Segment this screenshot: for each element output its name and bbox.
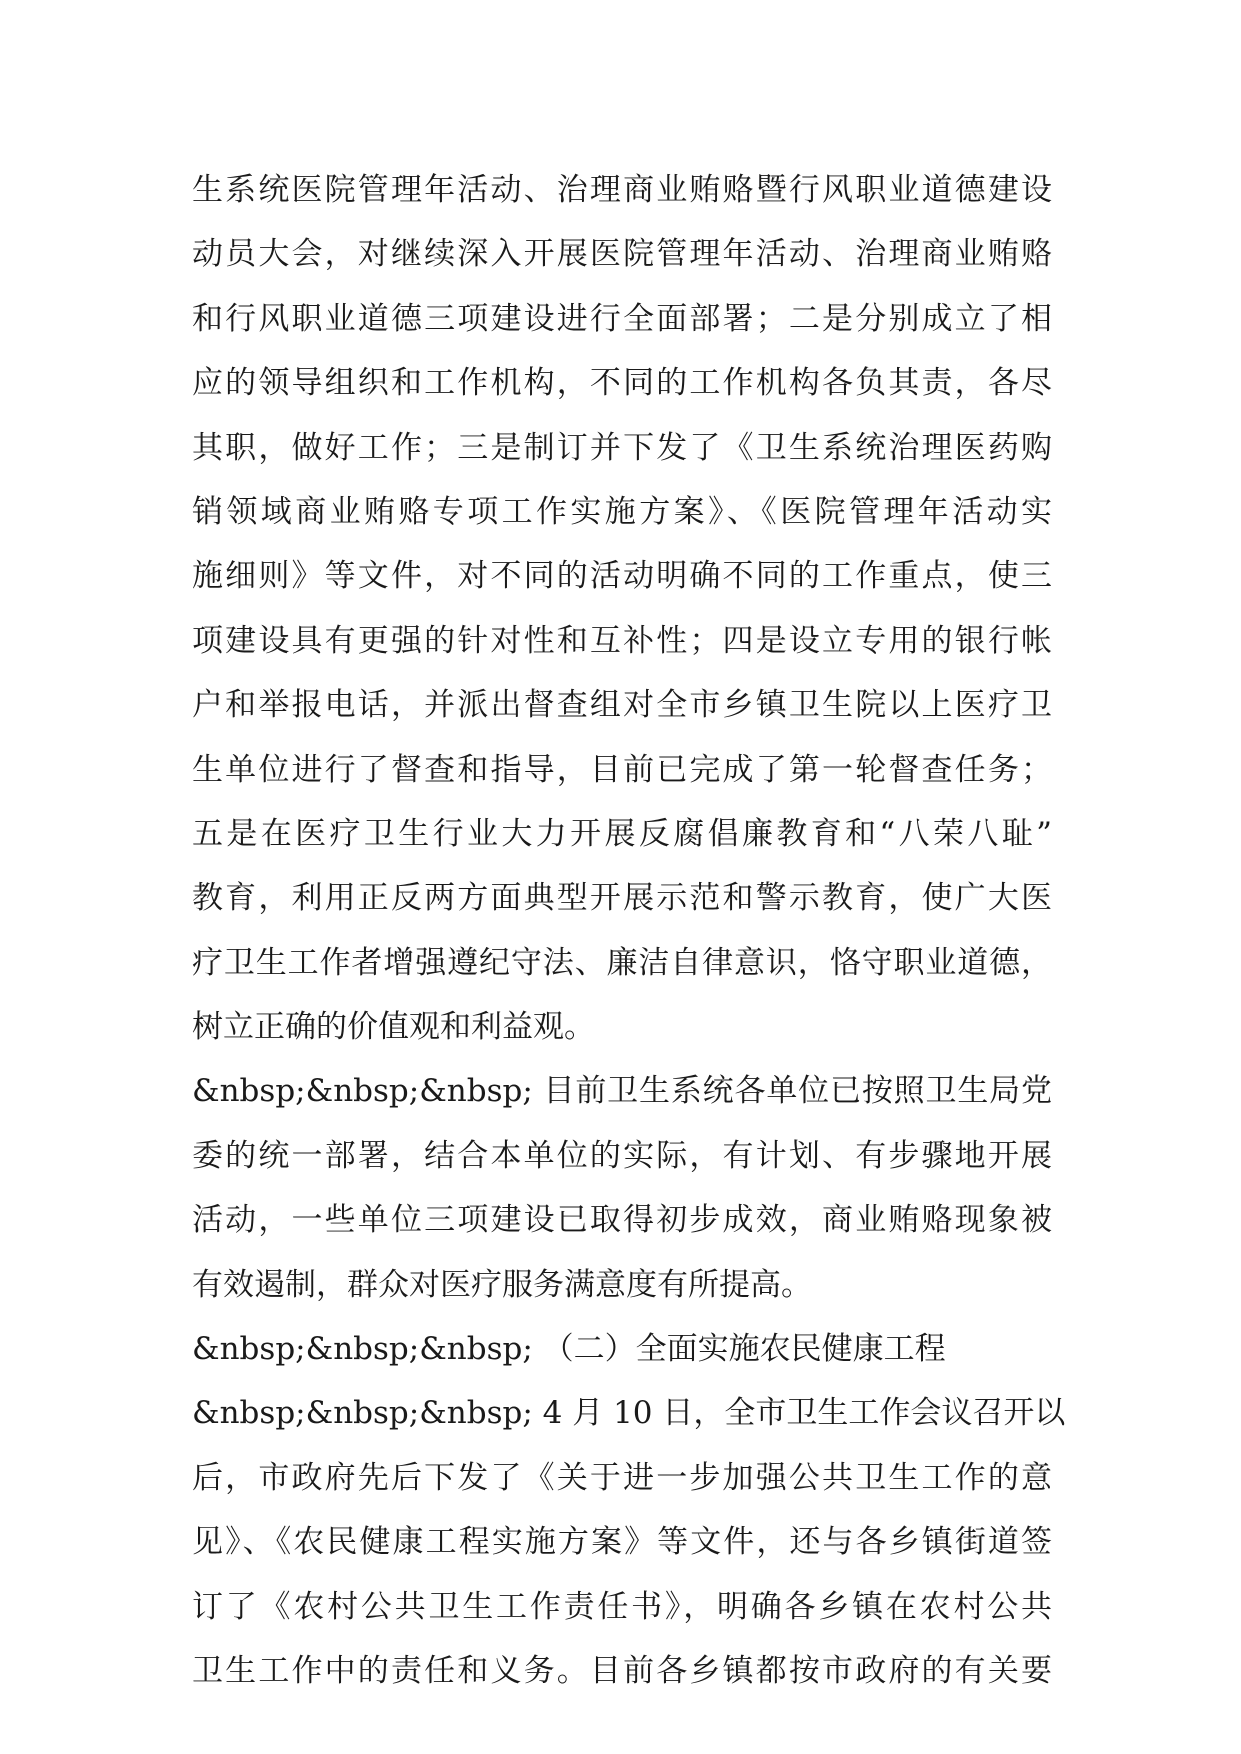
text-line: 户和举报电话，并派出督查组对全市乡镇卫生院以上医疗卫 (192, 687, 1052, 724)
text-line: 项建设具有更强的针对性和互补性；四是设立专用的银行帐 (192, 622, 1052, 659)
text-line: 生系统医院管理年活动、治理商业贿赂暨行风职业道德建设 (192, 172, 1052, 208)
text-line: 五是在医疗卫生行业大力开展反腐倡廉教育和“八荣八耻” (192, 815, 1052, 852)
text-line: 有效遏制，群众对医疗服务满意度有所提高。 (192, 1266, 812, 1303)
text-line: 销领域商业贿赂专项工作实施方案》、《医院管理年活动实 (192, 493, 1052, 530)
text-line: 其职，做好工作；三是制订并下发了《卫生系统治理医药购 (192, 429, 1052, 466)
text-line: 应的领导组织和工作机构，不同的工作机构各负其责，各尽 (192, 365, 1052, 402)
text-line: 和行风职业道德三项建设进行全面部署；二是分别成立了相 (192, 300, 1052, 337)
text-line: &nbsp;&nbsp;&nbsp; 目前卫生系统各单位已按照卫生局党 (192, 1073, 1052, 1110)
text-line: 后，市政府先后下发了《关于进一步加强公共卫生工作的意 (192, 1459, 1052, 1496)
body-text (192, 158, 1066, 1703)
text-line: 树立正确的价值观和利益观。 (192, 1009, 595, 1046)
text-line: 生单位进行了督查和指导，目前已完成了第一轮督查任务； (192, 751, 1052, 788)
text-line: 活动，一些单位三项建设已取得初步成效，商业贿赂现象被 (192, 1202, 1052, 1239)
text-line: 委的统一部署，结合本单位的实际，有计划、有步骤地开展 (192, 1137, 1052, 1174)
text-line: 订了《农村公共卫生工作责任书》，明确各乡镇在农村公共 (192, 1588, 1052, 1625)
text-line: 卫生工作中的责任和义务。目前各乡镇都按市政府的有关要 (192, 1652, 1052, 1689)
section-heading: &nbsp;&nbsp;&nbsp; （二）全面实施农民健康工程 (192, 1331, 946, 1368)
text-line: 动员大会，对继续深入开展医院管理年活动、治理商业贿赂 (192, 236, 1052, 273)
text-line: 施细则》等文件，对不同的活动明确不同的工作重点，使三 (192, 558, 1052, 595)
text-line: &nbsp;&nbsp;&nbsp; 4 月 10 日，全市卫生工作会议召开以 (192, 1395, 1066, 1432)
text-line: 疗卫生工作者增强遵纪守法、廉洁自律意识，恪守职业道德， (192, 944, 1052, 981)
text-line: 教育，利用正反两方面典型开展示范和警示教育，使广大医 (192, 880, 1052, 917)
text-line: 见》、《农民健康工程实施方案》等文件，还与各乡镇街道签 (192, 1524, 1052, 1561)
